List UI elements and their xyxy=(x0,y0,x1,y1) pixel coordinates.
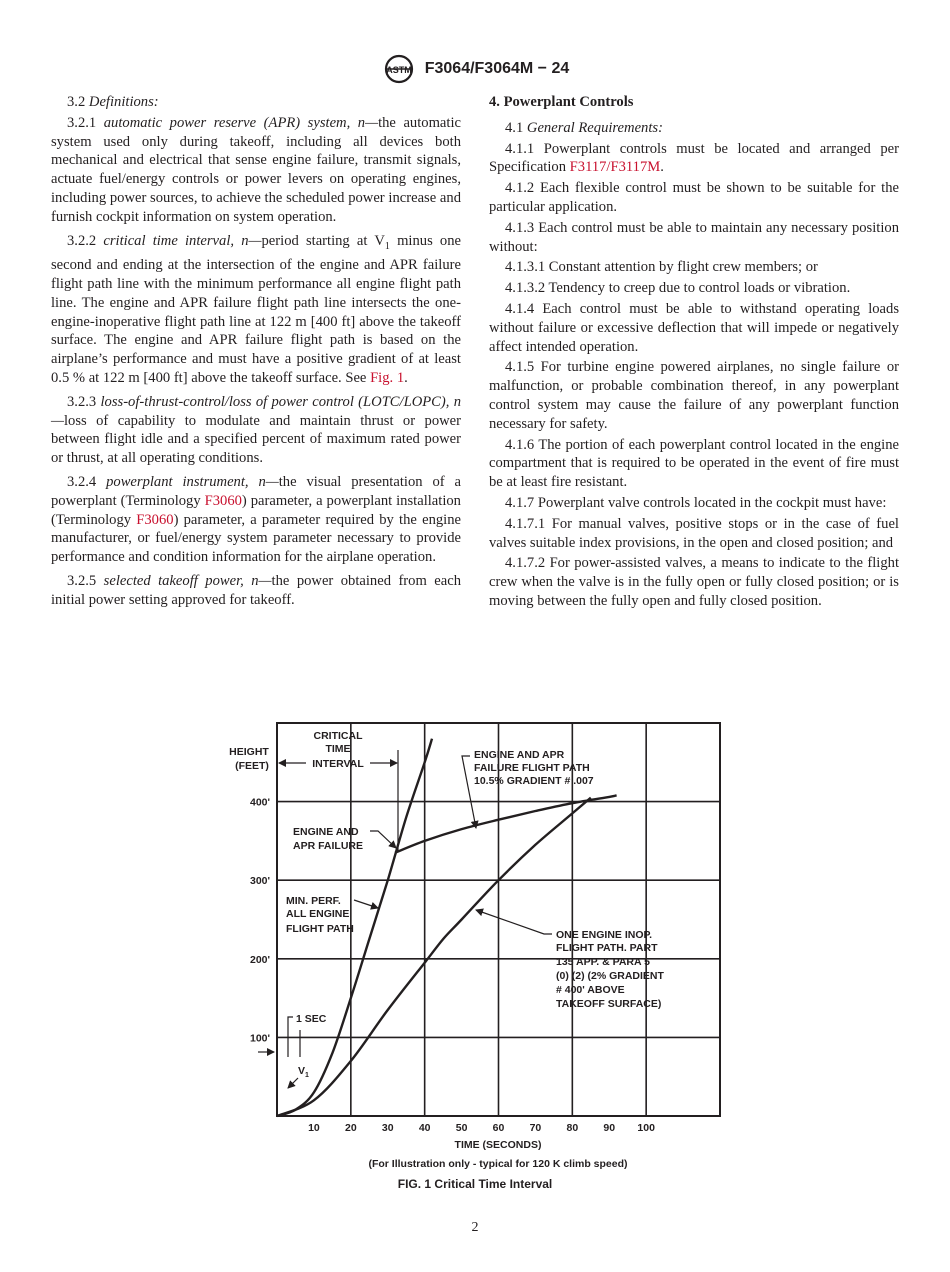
section-4-1-3-2: 4.1.3.2 Tendency to creep due to control loads or vibration. xyxy=(505,280,851,297)
apr-path-label-3: 10.5% GRADIENT # .007 xyxy=(474,775,594,787)
one-engine-label-1: ONE ENGINE INOP. xyxy=(556,929,653,941)
min-perf-label-1: MIN. PERF. xyxy=(286,895,341,907)
engine-apr-label-1: ENGINE AND xyxy=(293,826,359,838)
section-4-1: 4.1 General Requirements: xyxy=(505,119,663,136)
svg-text:ASTM: ASTM xyxy=(385,65,412,75)
v1-label: $V_1$ xyxy=(298,1065,309,1079)
x-tick-label: 80 xyxy=(566,1122,579,1134)
section-3-2-3: 3.2.3 loss-of-thrust-control/loss of power control (LOTC/LOPC), n—loss of capability to modulate and maintain thrust or power between flight idle and a specified percent of maximum rated power or thrust, at all operating conditions. xyxy=(51,393,461,467)
min-perf-arrow xyxy=(354,900,378,908)
fig-1-link[interactable]: Fig. 1 xyxy=(370,370,405,387)
section-4-1-1: 4.1.1 Powerplant controls must be located and arranged per Specification F3117/F3117M. xyxy=(489,140,899,176)
standard-designation: F3064/F3064M − 24 xyxy=(424,60,570,77)
apr-path-label-1: ENGINE AND APR xyxy=(474,749,565,761)
y-tick-label: 300' xyxy=(249,875,270,888)
one-engine-label-6: TAKEOFF SURFACE) xyxy=(556,998,662,1010)
section-4-1-5: 4.1.5 For turbine engine powered airplanes, no single failure or malfunction, or probable combination thereof, in any powerplant control system may cause the failure of any powerplant function necessary for safety. xyxy=(489,359,899,432)
section-4-1-7-1: 4.1.7.1 For manual valves, positive stops or in the case of fuel valves suitable index provisions, in the open and closed position; and xyxy=(489,515,899,551)
x-axis-title: TIME (SECONDS) xyxy=(454,1139,542,1151)
section-4-heading: 4. Powerplant Controls xyxy=(489,94,634,110)
y-axis-title-line1: HEIGHT xyxy=(229,746,269,758)
engine-apr-arrow xyxy=(370,831,396,848)
y-axis-title-line2: (FEET) xyxy=(235,760,269,772)
section-4-1-3: 4.1.3 Each control must be able to maintain any necessary position without: xyxy=(489,219,899,255)
x-tick-labels xyxy=(308,1122,655,1134)
x-tick-label: 90 xyxy=(603,1122,616,1134)
section-3-2-2: 3.2.2 critical time interval, n—period starting at $V_1$ minus one second and ending at the intersection of the engine and APR failure flight path line with the minimum performance all engine flight path line. The engine and APR failure flight path line intersects the one-engine-inoperative flight path line at 122 m [400 ft] above the takeoff surface. The engine and APR failure flight path is based on the airplane’s performance and must have a positive gradient of at least 0.5 % at 122 m [400 ft] above the takeoff surface. See Fig. 1. xyxy=(51,232,461,387)
one-sec-label: 1 SEC xyxy=(296,1013,327,1025)
v1-arrow xyxy=(288,1078,298,1088)
one-engine-arrow xyxy=(476,910,552,934)
f3117-link[interactable]: F3117/F3117M xyxy=(569,159,661,176)
min-perf-label-3: FLIGHT PATH xyxy=(286,923,354,935)
x-tick-label: 70 xyxy=(529,1122,542,1134)
page-number: 2 xyxy=(471,1220,479,1235)
y-tick-labels xyxy=(250,797,270,1045)
section-3-2-4: 3.2.4 powerplant instrument, n—the visual presentation of a powerplant (Terminology F3060) parameter, a powerplant installation (Terminology F3060) parameter, a parameter required by the engine manufacturer, or fuel/energy system parameter necessary to provide performance and condition information for the airplane operation. xyxy=(51,474,461,566)
x-tick-label: 30 xyxy=(381,1122,394,1134)
section-4-1-7-2: 4.1.7.2 For power-assisted valves, a means to indicate to the flight crew when the valve is in the fully open or fully closed position; or is moving between the fully open and fully closed position. xyxy=(489,555,900,609)
x-tick-label: 50 xyxy=(455,1122,468,1134)
y-tick-label: 400' xyxy=(249,796,270,809)
one-engine-label-5: # 400' ABOVE xyxy=(556,984,625,996)
one-engine-label-2: FLIGHT PATH. PART xyxy=(556,942,658,954)
section-3-2-1: 3.2.1 automatic power reserve (APR) system, n—the automatic system used only during takeoff, including all devices both mechanical and electrical that sense engine failure, transmit signals, actuate fuel/energy controls or power levers on operating engines, including power sources, to achieve the scheduled power increase and furnish cockpit information on system operation. xyxy=(51,114,461,225)
x-tick-label: 60 xyxy=(492,1122,505,1134)
f3060-link[interactable]: F3060 xyxy=(204,492,242,509)
section-3-2: 3.2 Definitions: xyxy=(67,94,159,110)
y-tick-label: 200' xyxy=(249,953,270,966)
critical-label-1: CRITICAL xyxy=(313,730,363,742)
y-tick-label: 100' xyxy=(249,1032,270,1045)
section-4-1-2: 4.1.2 Each flexible control must be shown to be suitable for the particular application. xyxy=(489,180,899,215)
f3060-link[interactable]: F3060 xyxy=(136,511,174,528)
one-engine-label-3: 135 APP. & PARA 5 xyxy=(556,956,650,968)
x-tick-label: 100 xyxy=(637,1122,655,1134)
section-4-1-4: 4.1.4 Each control must be able to withstand operating loads without failure or excessive deflection that will impede or negatively affect intended operation. xyxy=(489,300,899,355)
section-4-1-7: 4.1.7 Powerplant valve controls located in the cockpit must have: xyxy=(505,494,887,511)
chart-note: (For Illustration only - typical for 120 K climb speed) xyxy=(368,1158,628,1170)
section-3-2-5: 3.2.5 selected takeoff power, n—the power obtained from each initial power setting approved for takeoff. xyxy=(51,573,461,608)
x-tick-label: 10 xyxy=(308,1122,320,1134)
critical-label-2: TIME xyxy=(325,743,351,755)
critical-label-3: INTERVAL xyxy=(312,758,364,770)
engine-apr-label-2: APR FAILURE xyxy=(293,840,364,852)
x-tick-label: 40 xyxy=(418,1122,431,1134)
one-engine-label-4: (0) (2) (2% GRADIENT xyxy=(556,970,664,982)
section-4-1-6: 4.1.6 The portion of each powerplant control located in the engine compartment that is required to be operated in the event of fire must be at least fire resistant. xyxy=(489,436,899,491)
min-perf-label-2: ALL ENGINE xyxy=(286,908,350,920)
section-4-1-3-1: 4.1.3.1 Constant attention by flight crew members; or xyxy=(505,259,818,276)
x-tick-label: 20 xyxy=(344,1122,357,1134)
apr-path-label-2: FAILURE FLIGHT PATH xyxy=(474,762,590,774)
figure-caption: FIG. 1 Critical Time Interval xyxy=(397,1177,553,1191)
